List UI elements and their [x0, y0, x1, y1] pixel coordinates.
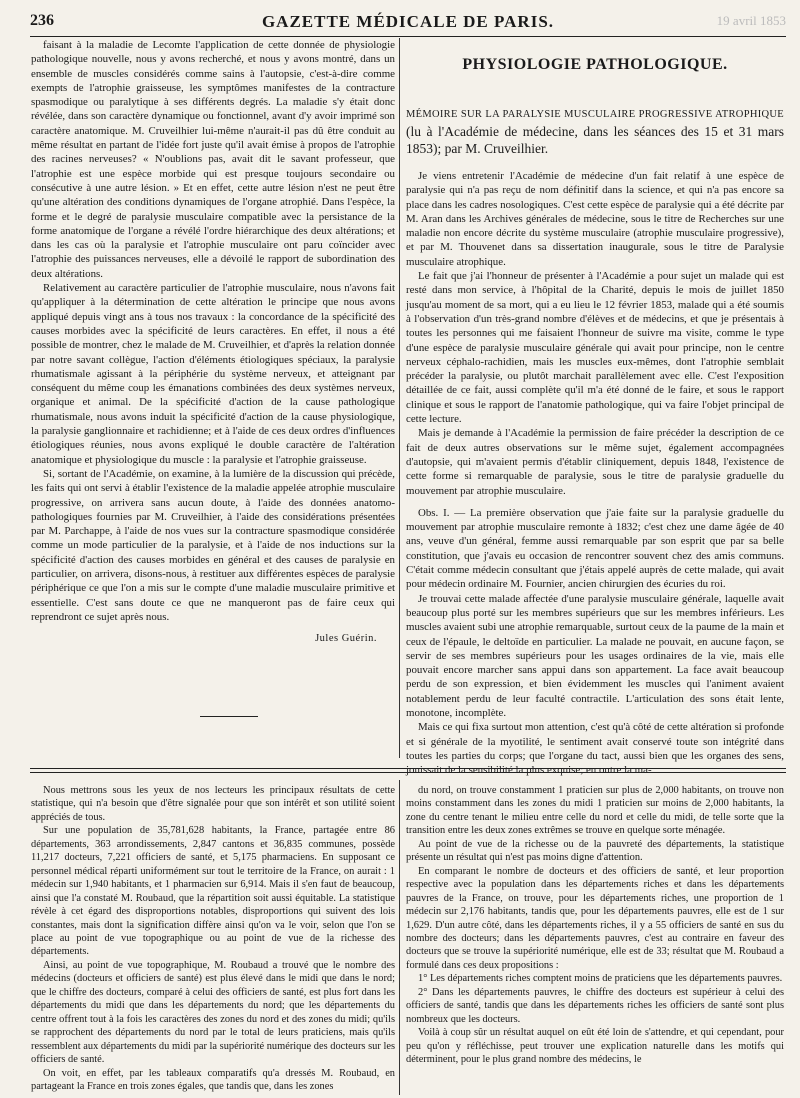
right-paragraph: Mais ce qui fixa surtout mon attention, c'est qu'à côté de cette altération si profonde et si générale de la myotilité, le sentiment avait conservé toute son intégrité dans toutes les parties du corps; que l'organe du tact, aussi bien que les organes des sens, jouissait de la sensibilité la plus exquise; en outre la ma-	[406, 721, 784, 777]
left-paragraph: Si, sortant de l'Académie, on examine, à la lumière de la discussion qui précède, les faits qui ont servi à établir l'existence de la maladie appelée atrophie musculaire progressive, on arrivera sans aucun doute, à l'aide des données anatomo-pathologiques fournies par M. Cruveilhier, à l'aide des considérations présentées par M. Parchappe, à l'aide de nos vues sur la contracture spasmodique considérée comme un mode particulier de la paralysie, et à l'aide de nos inductions sur la spécificité d'action des causes morbides en général et des causes de paralysie en particulier, on arrivera, disons-nous, à restituer aux différentes espèces de paralysie périphérique ce que l'on a mis sur le compte d'une maladie musculaire primitive et essentielle. C'est sans doute ce que ne manqueront pas de faire ceux qui reprendront ce sujet après nous.	[31, 467, 395, 623]
left-paragraph: faisant à la maladie de Lecomte l'application de cette donnée de physiologie pathologique nouvelle, nous y avons recherché, et nous y avons montré, dans un ensemble de muscles considérés comme sains à l'autopsie, c'est-à-dire comme exempts de l'atrophie graisseuse, les symptômes manifestes de la contracture spasmodique ou paralytique à ses différents degrés. La maladie s'y était donc révélée, dans son caractère dynamique ou fonctionnel, avant d'y avoir imprimé son caractère anatomique. M. Cruveilhier lui-même n'aurait-il pas dû être conduit au même résultat en partant de l'idée fort juste qu'il avait émise à propos de l'atrophie des racines nerveuses? « N'oublions pas, avait dit le savant professeur, que l'atrophie est une espèce morbide qui est presque toujours secondaire ou consécutive à une autre lésion. » Et en effet, cette autre lésion n'est ne peut être qu'une altération des conditions dynamiques de l'organe atrophié. Dans l'espèce, la forme et le degré de paralysie musculaire compatible avec la persistance de la forme anatomique de l'organe a révélé l'ordre hiérarchique des deux altérations; et dans les cas où la paralysie et l'atrophie musculaire ont paru coïncider avec l'atrophie des puissances nerveuses, elle a dévoilé le rapport de subordination des deux altérations.	[31, 39, 395, 280]
bottom-column-divider	[399, 780, 400, 1095]
left-column	[31, 38, 395, 646]
author-signature: Jules Guérin.	[315, 633, 377, 645]
page-number: 236	[30, 12, 54, 29]
bottom-paragraph: Sur une population de 35,781,628 habitants, la France, partagée entre 86 départements, 363 arrondissements, 2,847 cantons et 36,835 communes, possède 11,217 docteurs, 7,221 officiers de santé, et 5,175 pharmaciens. En supposant ce personnel médical réparti uniformément sur tout le territoire de la France, on aurait : 1 médecin sur 1,940 habitants, et 1 pharmacien sur 6,914. Mais il s'en faut de beaucoup, ainsi que l'a constaté M. Roubaud, que la répartition soit aussi équitable. La statistique révèle à cet égard des disproportions notables, disproportions qui suivent des lois constantes, mais dont la signification diffère ainsi qu'on va le voir, selon que l'on se place au point de vue topographique ou au point de vue de la richesse des départements.	[31, 825, 395, 958]
observation-paragraph: Obs. I. — La première observation que j'aie faite sur la paralysie graduelle du mouvement par atrophie musculaire remonte à 1832; c'est chez une dame âgée de 40 ans, veuve d'un général, femme aussi remarquable par son esprit que par sa belle constitution, que j'avais eu occasion de rencontrer souvent chez des amis communs. C'était comme médecin consultant que j'étais appelé auprès de cette malade, qui avait pour médecin ordinaire M. Fournier, ancien chirurgien des écuries du roi.	[406, 506, 784, 591]
memoir-title-caps: MÉMOIRE SUR LA PARALYSIE MUSCULAIRE PROGRESSIVE ATROPHIQUE	[406, 109, 784, 120]
left-paragraph: Relativement au caractère particulier de l'atrophie musculaire, nous n'avons fait qu'appliquer à la détermination de cette altération le principe que nous avons appliqué depuis vingt ans à tous nos travaux : la concordance de la spécificité des causes morbides avec la spécificité de leurs caractères. En effet, il nous a été possible de montrer, chez le malade de M. Cruveilhier, et d'après la relation donnée par notre savant collègue, l'action d'éléments étiologiques spéciaux, la paralysie rhumatismale agissant à la périphérie du système nerveux, et atteignant par conséquent du même coup les émanations combinées des deux systèmes nerveux, organique et animal. De la spécificité d'action de la cause pathologique rhumatismale, nous avons induit la spécificité d'action de la cause physiologique, la paralysie ganglionnaire et rachidienne; et à l'aide de ces deux ordres d'influences étiologiques réunies, nous avons expliqué le double caractère de l'altération anatomique et physiologique du muscle : la paralysie et l'atrophie graisseuse.	[31, 282, 395, 466]
bottom-paragraph: Ainsi, au point de vue topographique, M. Roubaud a trouvé que le nombre des médecins (docteurs et officiers de santé) est plus élevé dans le midi que dans le nord; que le chiffre des docteurs, comparé à celui des officiers de santé, est plus fort dans les départements du midi que dans les départements du nord; que les départements du centre offrent tout à la fois les caractères des zones du nord et des zones du midi; qu'ils se rapprochent des départements du nord par le total de leurs praticiens, mais qu'ils ressemblent aux départements du midi par la supériorité numérique des docteurs sur les officiers de santé.	[31, 959, 395, 1066]
right-paragraph: Le fait que j'ai l'honneur de présenter à l'Académie a pour sujet un malade qui est resté dans mon service, à l'hôpital de la Charité, depuis le mois de juillet 1850 jusqu'au moment de sa mort, qui a eu lieu le 12 février 1853, malade qui a été soumis à l'observation d'un très-grand nombre d'élèves et de médecins, et que je présentais à toutes les personnes qui me faisaient l'honneur de suivre ma visite, comme le type d'une espèce de paralysie musculaire générale qui avait pour principe, non le centre nerveux céphalo-rachidien, mais les muscles eux-mêmes, dont l'atrophie semblait précéder la paralysie, ou plutôt marchait parallèlement avec elle. C'est l'exposition détaillée de ce fait, aussi complète qu'il m'a été donné de le faire, et sous le rapport clinique et sous le rapport de l'anatomie pathologique, qui va faire l'objet principal de cette lecture.	[406, 270, 784, 426]
proposition-item: 2° Dans les départements pauvres, le chiffre des docteurs est supérieur à celui des officiers de santé, tandis que dans les départements riches les officiers de santé sont plus nombreux que les docteurs.	[406, 986, 784, 1025]
section-end-rule	[200, 716, 258, 717]
bottom-left-column	[31, 784, 395, 1093]
running-date: 19 avril 1853	[716, 13, 786, 28]
bottom-paragraph: On voit, en effet, par les tableaux comparatifs qu'a dressés M. Roubaud, en partageant la France en trois zones égales, que tandis que, dans les zones	[31, 1067, 395, 1092]
journal-title: GAZETTE MÉDICALE DE PARIS.	[261, 12, 555, 31]
section-divider	[30, 768, 786, 773]
column-divider	[399, 38, 400, 758]
memoir-title-rest: (lu à l'Académie de médecine, dans les séances des 15 et 31 mars 1853); par M. Cruveilhier.	[406, 124, 784, 156]
bottom-paragraph: En comparant le nombre de docteurs et des officiers de santé, et leur proportion respective avec la population dans les départements riches et dans les départements pauvres de la France, on trouve, pour les départements riches, une proportion de 1 médecin sur 2,176 habitants, tandis que, pour les départements pauvres, elle est de 1 sur 1,629. D'un autre côté, dans les départements riches, il y a 55 officiers de santé en sus du nombre des docteurs; dans les départements pauvres, c'est au contraire en faveur des docteurs que se trouve la supériorité numérique, elle est de 33; résultat que M. Roubaud a formulé dans ces deux propositions :	[406, 865, 784, 971]
right-paragraph: Je trouvai cette malade affectée d'une paralysie musculaire générale, laquelle avait beaucoup plus porté sur les membres supérieurs que sur les membres inférieurs. Les muscles avaient subi une atrophie remarquable, surtout ceux de la paume de la main et ceux de l'épaule, le deltoïde en particulier. La malade ne pouvait, en aucune façon, se servir de ses membres supérieurs pour les usages ordinaires de la vie, mais elle pouvait encore marcher sans appui dans son appartement. La face avait beaucoup perdu de son expression, et bien évidemment les muscles qui l'animent avaient notablement perdu de leur faculté contractile. L'articulation des sons était lente, monotone, incomplète.	[406, 592, 784, 719]
proposition-item: 1° Les départements riches comptent moins de praticiens que les départements pauvres.	[418, 973, 783, 985]
bottom-paragraph: du nord, on trouve constamment 1 praticien sur plus de 2,000 habitants, on trouve non moins constamment dans les zones du midi 1 praticien sur moins de 2,000 habitants, la zone du centre tenant le milieu entre celle du nord et celle du midi, de telle sorte que la transition entre les deux zones extrêmes se trouve en quelque sorte ménagée.	[406, 785, 784, 837]
right-column	[406, 56, 784, 777]
memoir-title	[406, 104, 784, 157]
bottom-paragraph: Nous mettrons sous les yeux de nos lecteurs les principaux résultats de cette statistique, qui n'a besoin que d'être signalée pour que son intérêt et son utilité soient appréciés de tous.	[31, 785, 395, 823]
bottom-paragraph: Voilà à coup sûr un résultat auquel on eût été loin de s'attendre, et qui cependant, pour peu qu'on y réfléchisse, peut trouver une explication naturelle dans les motifs qui déterminent, pour le plus grand nombre des médecins, le	[406, 1027, 784, 1066]
right-paragraph: Mais je demande à l'Académie la permission de faire précéder la description de ce fait de deux autres observations sur le même sujet, également accompagnées d'autopsie, qui m'avaient permis d'établir cliniquement, depuis 1848, l'existence de cette forme si remarquable de paralysie, sous le titre de paralysie graduelle du mouvement par atrophie musculaire.	[406, 427, 784, 497]
section-title: PHYSIOLOGIE PATHOLOGIQUE.	[462, 56, 728, 73]
bottom-right-column	[406, 784, 784, 1067]
page-header	[30, 10, 786, 37]
bottom-paragraph: Au point de vue de la richesse ou de la pauvreté des départements, la statistique présente un résultat qui n'est pas moins digne d'attention.	[406, 838, 784, 864]
right-paragraph: Je viens entretenir l'Académie de médecine d'un fait relatif à une espèce de paralysie qui n'a pas reçu de nom définitif dans la science, et qui n'a pas encore sa place dans les cadres nosologiques. C'est cette espèce de paralysie qui a été décrite par M. Aran dans les Archives générales de médecine, sous le titre de Recherches sur une maladie non encore décrite du système musculaire (atrophie musculaire progressive), et par M. Thouvenet dans sa dissertation inaugurale, sous le titre de Paralysie musculaire atrophique.	[406, 170, 784, 268]
